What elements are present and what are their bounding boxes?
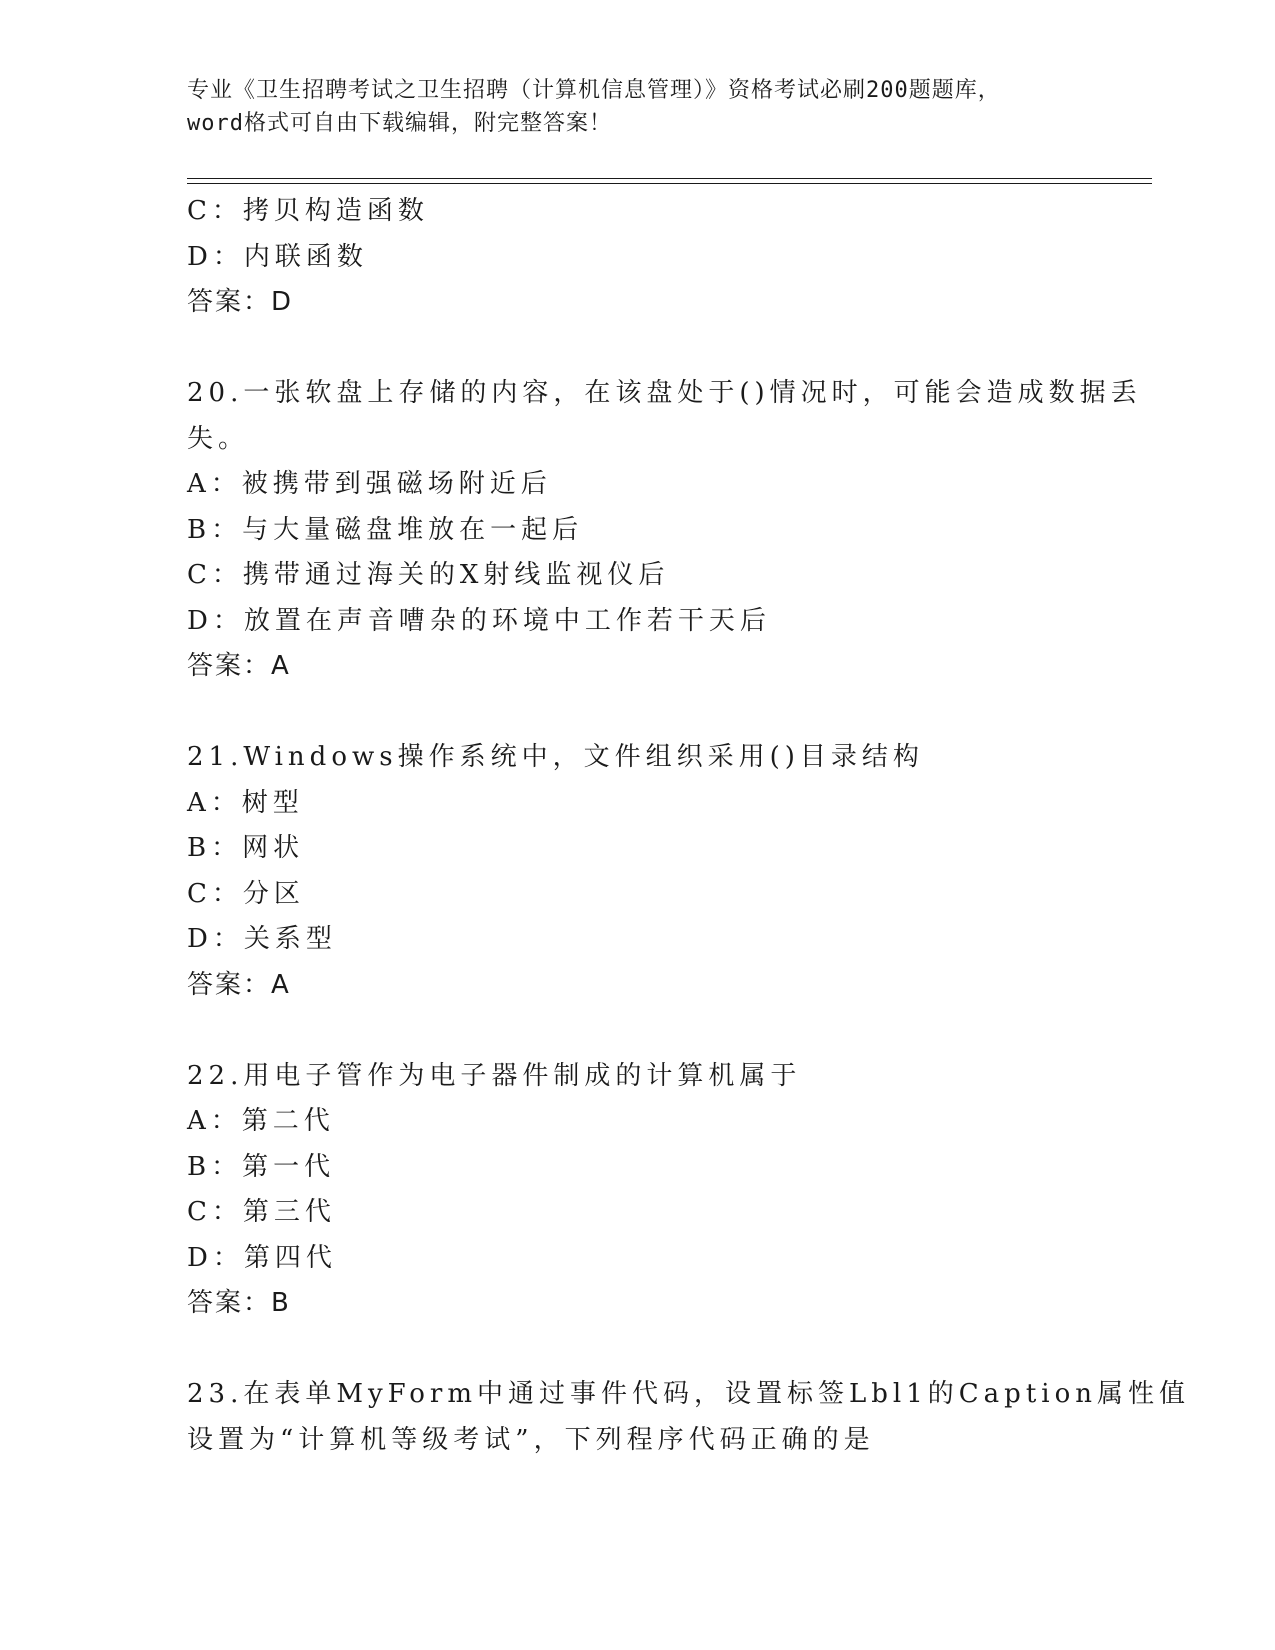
question-21-option-b: B：网状 [187, 833, 305, 863]
header-title-line-1: 专业《卫生招聘考试之卫生招聘（计算机信息管理）》资格考试必刷200题题库， [187, 78, 1001, 103]
question-21-option-a: A：树型 [187, 787, 304, 818]
answer-line: 答案：D [187, 287, 294, 317]
question-content [187, 189, 1190, 1463]
question-20-option-c: C：携带通过海关的X射线监视仪后 [187, 560, 670, 590]
question-21-answer: 答案：A [187, 969, 291, 1000]
document-header [187, 74, 1087, 140]
header-title-line-2: word格式可自由下载编辑，附完整答案！ [187, 111, 612, 136]
question-22-text: 22.用电子管作为电子器件制成的计算机属于 [187, 1060, 802, 1091]
question-23-text-line-2: 设置为“计算机等级考试”，下列程序代码正确的是 [187, 1424, 875, 1455]
question-22-option-d: D：第四代 [187, 1242, 337, 1273]
question-21-text: 21.Windows操作系统中，文件组织采用()目录结构 [187, 742, 924, 772]
question-22-option-c: C：第三代 [187, 1197, 336, 1227]
question-20-option-b: B：与大量磁盘堆放在一起后 [187, 514, 584, 545]
question-22-option-a: A：第二代 [187, 1106, 335, 1136]
header-divider-top [187, 178, 1152, 179]
question-23-text-line-1: 23.在表单MyForm中通过事件代码，设置标签Lbl1的Caption属性值 [187, 1379, 1190, 1409]
question-20-text-line-2: 失。 [187, 423, 250, 454]
question-21-option-d: D：关系型 [187, 924, 337, 954]
header-divider-bottom [187, 183, 1152, 184]
option-c: C：拷贝构造函数 [187, 196, 429, 226]
question-20-answer: 答案：A [187, 651, 291, 681]
question-21-option-c: C：分区 [187, 878, 305, 909]
question-20-option-d: D：放置在声音嘈杂的环境中工作若干天后 [187, 605, 771, 636]
question-22-answer: 答案：B [187, 1288, 291, 1318]
question-22-option-b: B：第一代 [187, 1151, 336, 1182]
question-20-option-a: A：被携带到强磁场附近后 [187, 469, 552, 499]
option-d: D：内联函数 [187, 241, 368, 272]
question-20-text-line-1: 20.一张软盘上存储的内容，在该盘处于()情况时，可能会造成数据丢 [187, 378, 1142, 408]
